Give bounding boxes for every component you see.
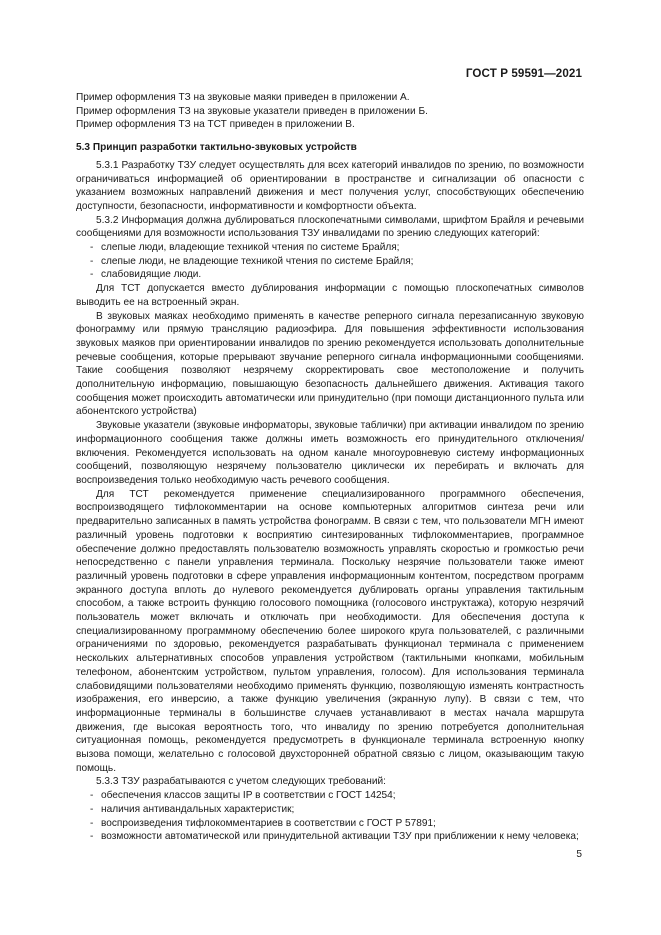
list-item: - обеспечения классов защиты IP в соответствии с ГОСТ 14254; <box>90 790 396 802</box>
paragraph-tst-screen: Для ТСТ допускается вместо дублирования информации с помощью плоскопечатных символов выводить ее на встроенный экран. <box>76 283 584 308</box>
paragraph-tst-software: Для ТСТ рекомендуется применение специализированного программного обеспечения, воспроизводящего тифлокомментарии на основе компьютерных алгоритмов синтеза речи или предварительно записанных в память устройства фонограмм. В связи с тем, что пользователи МГН имеют различный уровень подготовки к восприятию синтезированных тифлокомментариев, программное обеспечение должно предоставлять пользователю возможность управлять скоростью и громкостью речи непосредственно с панели управления терминала. Поскольку незрячие пользователи также имеют различный уровень подготовки в сфере управления информационным контентом, посредством программ экранного доступа вплоть до нулевого рекомендуется дублировать органы управления тактильным способом, а также встроить функцию голосового помощника (голосового инструктажа), которую незрячий пользователь может включать и отключать при необходимости. Для обеспечения доступа к специализированному программному обеспечению более широкого круга пользователей, с различными ограничениями по здоровью, рекомендуется разрабатывать функционал терминала с применением нескольких альтернативных способов управления устройством (тактильными кнопками, мобильным телефоном, абонентским устройством, пультом управления, голосом). Для использования терминала слабовидящими пользователями необходимо применять функцию, позволяющую изменять контрастность изображения, его инверсию, а также функцию увеличения (экранную лупу). В связи с тем, что информационные терминалы в большинстве случаев устанавливают в местах начала маршрута движения, где высокая вероятность того, что инвалиду по зрению потребуется дополнительная ситуационная помощь, рекомендуется предусмотреть в функционале терминала встроенную кнопку вызова помощи, желательно с голосовой двухсторонней обратной связью с лицом, оказывающим такую помощь. <box>76 488 584 774</box>
list-item: - возможности автоматической или принудительной активации ТЗУ при приближении к нему человека; <box>90 831 579 843</box>
example-line: Пример оформления ТЗ на звуковые маяки приведен в приложении А. <box>76 92 410 103</box>
list-item: - наличия антивандальных характеристик; <box>90 803 295 815</box>
list-item: - слепые люди, владеющие техникой чтения по системе Брайля; <box>90 242 400 254</box>
paragraph-5-3-3: 5.3.3 ТЗУ разрабатываются с учетом следующих требований: <box>96 776 386 788</box>
document-standard-header: ГОСТ Р 59591—2021 <box>465 67 582 80</box>
page-body <box>76 91 584 844</box>
list-item: - слепые люди, не владеющие техникой чтения по системе Брайля; <box>90 255 414 267</box>
example-line: Пример оформления ТЗ на ТСТ приведен в приложении В. <box>76 119 355 131</box>
paragraph-5-3-2: 5.3.2 Информация должна дублироваться плоскопечатными символами, шрифтом Брайля и речевыми сообщениями для возможности использования ТЗУ инвалидами по зрению следующих категорий: <box>76 214 584 240</box>
list-item: - воспроизведения тифлокомментариев в соответствии с ГОСТ Р 57891; <box>90 817 436 829</box>
section-title: 5.3 Принцип разработки тактильно-звуковых устройств <box>76 142 357 154</box>
paragraph-sound-beacons: В звуковых маяках необходимо применять в качестве реперного сигнала перезаписанную звуковую фонограмму или прямую трансляцию радиоэфира. Для повышения эффективности использования звуковых маяков при ориентировании инвалидов по зрению рекомендуется использовать дополнительные речевые сообщения, которые прерывают звучание реперного сигнала информационными сообщениями. Такие сообщения позволяют незрячему скорректировать свое местоположение и получить дополнительную информацию, повышающую безопасность дальнейшего движения. Активация такого сообщения может происходить автоматически или принудительно (при помощи дистанционного пульта или абонентского устройства) <box>76 310 584 418</box>
page-number: 5 <box>576 849 582 860</box>
paragraph-5-3-1: 5.3.1 Разработку ТЗУ следует осуществлять для всех категорий инвалидов по зрению, по возможности ограничиваться информацией об ориентировании в пространстве и сигнализации об опасности с указанием возможных направлений движения и мест получения услуг, способствующих обеспечению доступности, безопасности, информативности и комфортности объекта. <box>76 159 584 212</box>
example-line: Пример оформления ТЗ на звуковые указатели приведен в приложении Б. <box>76 105 428 117</box>
list-item: - слабовидящие люди. <box>90 269 202 281</box>
paragraph-sound-pointers: Звуковые указатели (звуковые информаторы, звуковые таблички) при активации инвалидом по зрению информационного сообщения также должны иметь возможность его принудительного отключения/включения. Рекомендуется использовать на одном канале многоуровневую систему информационных сообщений, позволяющую незрячему пользователю циклически их перебирать и включать для воспроизведения только необходимую часть речевого сообщения. <box>76 420 584 486</box>
